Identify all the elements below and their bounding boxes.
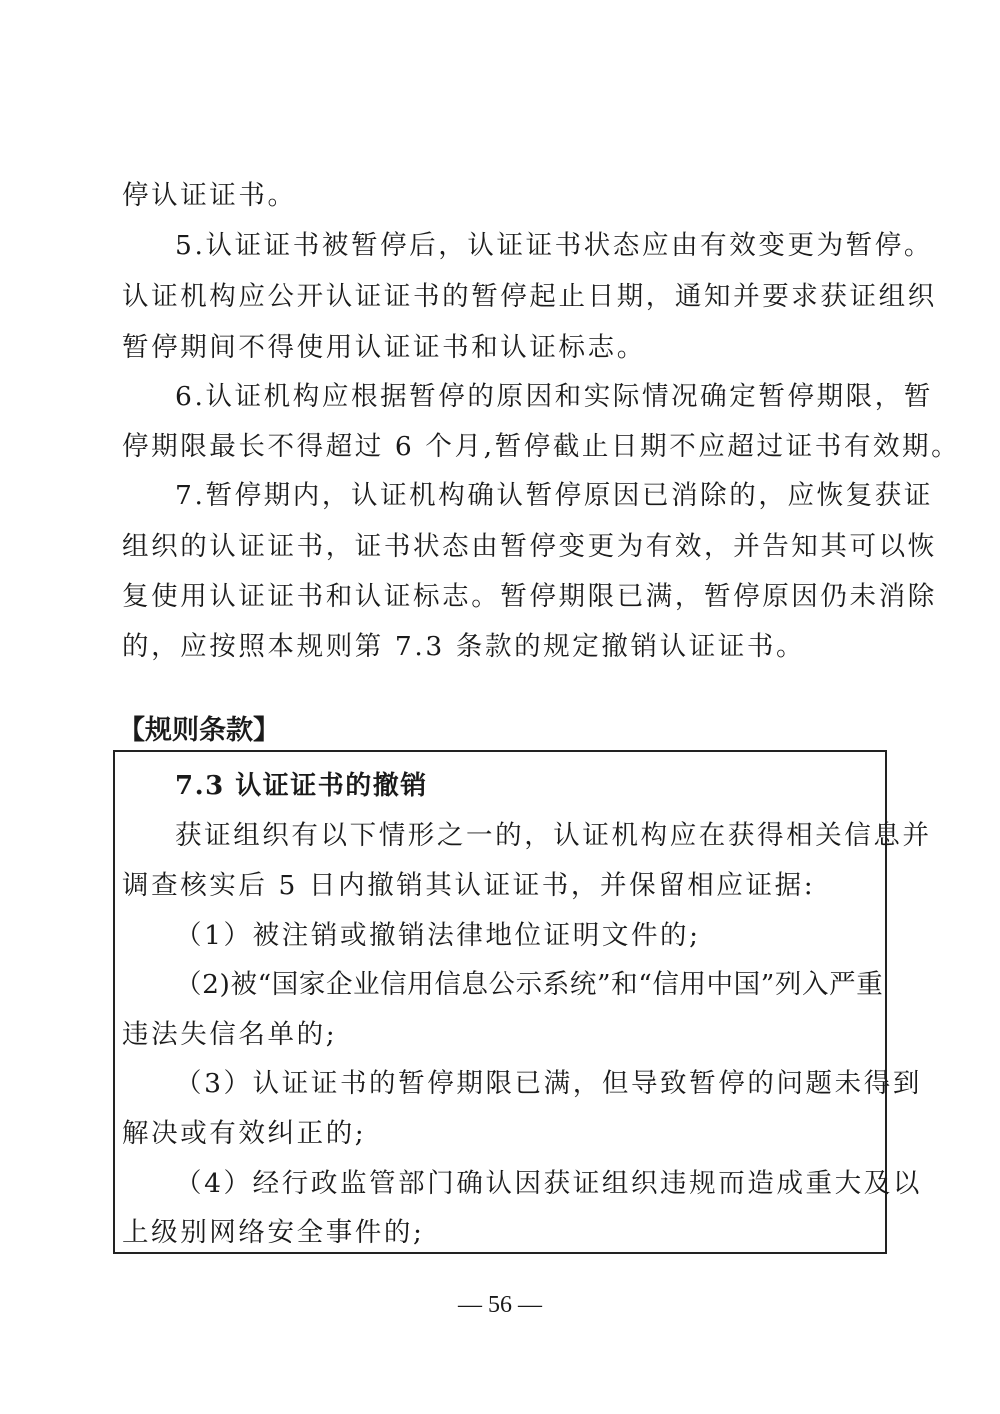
clause-item-2-line-1: （2)被“国家企业信用信息公示系统”和“信用中国”列入严重 (175, 969, 884, 1000)
clause-intro-line-2: 调查核实后 5 日内撤销其认证证书，并保留相应证据: (122, 870, 816, 901)
paragraph-7-line-4: 的，应按照本规则第 7.3 条款的规定撤销认证证书。 (122, 631, 806, 662)
clause-title: 7.3 认证证书的撤销 (175, 771, 428, 801)
paragraph-5-line-1: 5.认证证书被暂停后，认证证书状态应由有效变更为暂停。 (175, 230, 933, 261)
paragraph-5-line-3: 暂停期间不得使用认证证书和认证标志。 (122, 332, 646, 363)
clause-item-4-line-1: （4）经行政监管部门确认因获证组织违规而造成重大及以 (175, 1168, 922, 1199)
page-number: — 56 — (458, 1292, 542, 1318)
paragraph-continuation: 停认证证书。 (122, 180, 297, 211)
clause-intro-line-1: 获证组织有以下情形之一的，认证机构应在获得相关信息并 (175, 820, 932, 851)
paragraph-6-line-1: 6.认证机构应根据暂停的原因和实际情况确定暂停期限，暂 (175, 381, 933, 412)
clause-item-4-line-2: 上级别网络安全事件的; (122, 1217, 425, 1248)
paragraph-6-line-2: 停期限最长不得超过 6 个月,暂停截止日期不应超过证书有效期。 (122, 431, 961, 462)
rule-section-heading: 【规则条款】 (118, 715, 280, 746)
clause-item-2-line-2: 违法失信名单的; (122, 1019, 338, 1050)
paragraph-5-line-2: 认证机构应公开认证证书的暂停起止日期，通知并要求获证组织 (122, 281, 937, 312)
clause-item-3-line-2: 解决或有效纠正的; (122, 1118, 367, 1149)
paragraph-7-line-3: 复使用认证证书和认证标志。暂停期限已满，暂停原因仍未消除 (122, 581, 937, 612)
clause-item-1: （1）被注销或撤销法律地位证明文件的; (175, 920, 701, 951)
clause-item-3-line-1: （3）认证证书的暂停期限已满，但导致暂停的问题未得到 (175, 1068, 922, 1099)
paragraph-7-line-1: 7.暂停期内，认证机构确认暂停原因已消除的，应恢复获证 (175, 480, 933, 511)
paragraph-7-line-2: 组织的认证证书，证书状态由暂停变更为有效，并告知其可以恢 (122, 531, 937, 562)
